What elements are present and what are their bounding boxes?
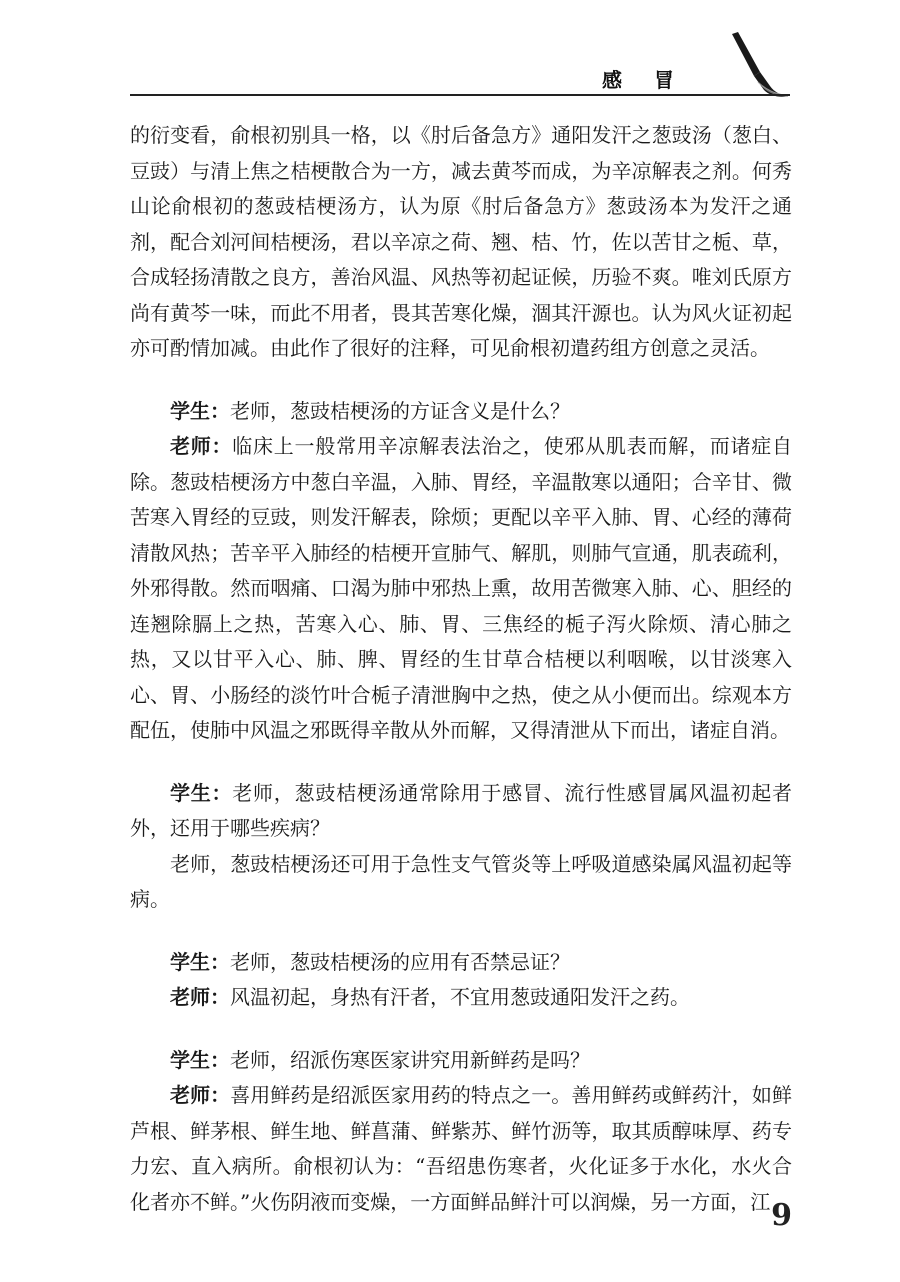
answer-text: 喜用鲜药是绍派医家用药的特点之一。善用鲜药或鲜药汁，如鲜芦根、鲜茅根、鲜生地、鲜菖蒲、鲜紫苏、鲜竹沥等，取其质醇味厚、药专力宏、直入病所。俞根初认为：“吾绍患伤寒者，火化证多于水化，水火合化者亦不鲜。”火伤阴液而变燥，一方面鲜品鲜汁可以润燥，另一方面，江 <box>130 1083 793 1214</box>
qa-answer-3 <box>130 980 792 1016</box>
page-body <box>130 118 792 1220</box>
qa-answer-4 <box>130 1078 792 1220</box>
intro-paragraph: 的衍变看，俞根初别具一格，以《肘后备急方》通阳发汗之葱豉汤（葱白、豆豉）与清上焦之桔梗散合为一方，减去黄芩而成，为辛凉解表之剂。何秀山论俞根初的葱豉桔梗汤方，认为原《肘后备急方》葱豉汤本为发汗之通剂，配合刘河间桔梗汤，君以辛凉之荷、翘、桔、竹，佐以苦甘之栀、草，合成轻扬清散之良方，善治风温、风热等初起证候，历验不爽。唯刘氏原方尚有黄芩一味，而此不用者，畏其苦寒化燥，涸其汗源也。认为风火证初起亦可酌情加减。由此作了很好的注释，可见俞根初遣药组方创意之灵活。 <box>130 123 792 360</box>
qa-question-4 <box>130 1043 792 1079</box>
page-number: 9 <box>771 1198 792 1233</box>
answer-text: 老师，葱豉桔梗汤还可用于急性支气管炎等上呼吸道感染属风温初起等病。 <box>130 851 792 911</box>
student-label: 学生： <box>170 780 233 805</box>
qa-question-1 <box>130 394 792 430</box>
section-title: 感冒 <box>602 68 706 92</box>
page-header <box>130 0 790 100</box>
question-text: 老师，葱豉桔梗汤的方证含义是什么？ <box>230 398 570 423</box>
answer-text: 临床上一般常用辛凉解表法治之，使邪从肌表而解，而诸症自除。葱豉桔梗汤方中葱白辛温，入肺、胃经，辛温散寒以通阳；合辛甘、微苦寒入胃经的豆豉，则发汗解表，除烦；更配以辛平入肺、胃、心经的薄荷清散风热；苦辛平入肺经的桔梗开宣肺气、解肌，则肺气宣通，肌表疏利，外邪得散。然而咽痛、口渴为肺中邪热上熏，故用苦微寒入肺、心、胆经的连翘除膈上之热，苦寒入心、肺、胃、三焦经的栀子泻火除烦、清心肺之热，又以甘平入心、肺、脾、胃经的生甘草合桔梗以利咽喉，以甘淡寒入心、胃、小肠经的淡竹叶合栀子清泄胸中之热，使之从小便而出。综观本方配伍，使肺中风温之邪既得辛散从外而解，又得清泄从下而出，诸症自消。 <box>130 434 793 742</box>
student-label: 学生： <box>170 949 230 974</box>
question-text: 老师，绍派伤寒医家讲究用新鲜药是吗？ <box>230 1047 590 1072</box>
student-label: 学生： <box>170 398 230 423</box>
qa-answer-1 <box>130 429 792 749</box>
qa-answer-2 <box>130 847 792 918</box>
calligraphy-brush-icon <box>726 30 790 100</box>
qa-question-3 <box>130 945 792 981</box>
teacher-label: 老师： <box>170 1083 231 1107</box>
answer-text: 风温初起，身热有汗者，不宜用葱豉通阳发汗之药。 <box>230 985 690 1009</box>
student-label: 学生： <box>170 1047 230 1072</box>
question-text: 老师，葱豉桔梗汤通常除用于感冒、流行性感冒属风温初起者外，还用于哪些疾病？ <box>130 780 793 840</box>
teacher-label: 老师： <box>170 434 233 458</box>
qa-question-2 <box>130 776 792 847</box>
question-text: 老师，葱豉桔梗汤的应用有否禁忌证？ <box>230 949 570 974</box>
header-rule <box>130 94 790 96</box>
teacher-label: 老师： <box>170 985 230 1009</box>
